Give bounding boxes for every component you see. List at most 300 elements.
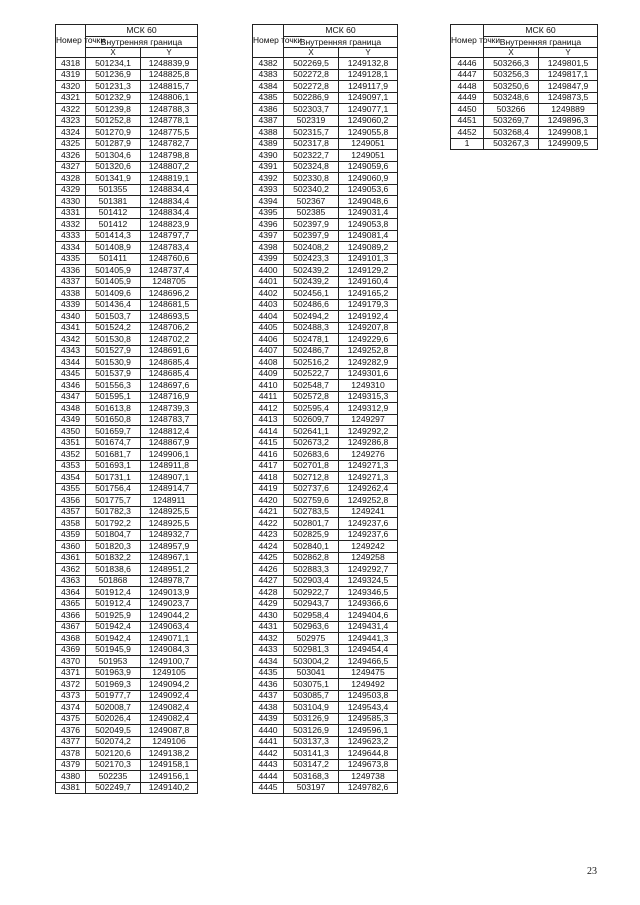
y-coordinate-cell: 1249156,1 [141, 771, 198, 783]
table-row [253, 529, 398, 541]
point-number-cell: 4373 [56, 690, 86, 702]
table-row [253, 748, 398, 760]
point-number-cell: 4419 [253, 483, 284, 495]
table-row [56, 357, 198, 369]
table-row [451, 127, 598, 139]
point-number-cell: 4368 [56, 633, 86, 645]
y-coordinate-cell: 1248925,5 [141, 506, 198, 518]
x-coordinate-cell: 502319 [284, 115, 339, 127]
point-number-header: Номер точки [253, 25, 284, 58]
x-coordinate-cell: 502759,6 [284, 495, 339, 507]
y-coordinate-cell: 1249847,9 [539, 81, 598, 93]
x-coordinate-cell: 501613,8 [86, 403, 141, 415]
y-coordinate-cell: 1249055,8 [339, 127, 398, 139]
point-number-cell: 4444 [253, 771, 284, 783]
y-column-header: Y [339, 48, 398, 58]
y-coordinate-cell: 1248681,5 [141, 299, 198, 311]
table-row [253, 104, 398, 116]
y-coordinate-cell: 1248907,1 [141, 472, 198, 484]
table-row [56, 173, 198, 185]
table-row [56, 644, 198, 656]
point-number-cell: 4413 [253, 414, 284, 426]
point-number-cell: 4414 [253, 426, 284, 438]
x-coordinate-cell: 501231,3 [86, 81, 141, 93]
x-coordinate-cell: 501414,3 [86, 230, 141, 242]
y-coordinate-cell: 1249475 [339, 667, 398, 679]
point-number-cell: 4445 [253, 782, 284, 794]
table-row [56, 334, 198, 346]
x-coordinate-cell: 501838,6 [86, 564, 141, 576]
y-coordinate-cell: 1249301,6 [339, 368, 398, 380]
y-coordinate-cell: 1249252,8 [339, 495, 398, 507]
point-number-cell: 4340 [56, 311, 86, 323]
y-coordinate-cell: 1249051 [339, 138, 398, 150]
table-row [56, 633, 198, 645]
point-number-cell: 4374 [56, 702, 86, 714]
table-row [253, 449, 398, 461]
x-coordinate-cell: 501775,7 [86, 495, 141, 507]
table-row [56, 759, 198, 771]
table-row [56, 184, 198, 196]
x-coordinate-cell: 502456,1 [284, 288, 339, 300]
point-number-cell: 4347 [56, 391, 86, 403]
y-coordinate-cell: 1249271,3 [339, 472, 398, 484]
x-coordinate-cell: 502737,6 [284, 483, 339, 495]
point-number-cell: 4358 [56, 518, 86, 530]
y-coordinate-cell: 1249031,4 [339, 207, 398, 219]
point-number-cell: 4318 [56, 58, 86, 70]
y-coordinate-cell: 1249089,2 [339, 242, 398, 254]
x-coordinate-cell: 502825,9 [284, 529, 339, 541]
y-coordinate-cell: 1249889 [539, 104, 598, 116]
point-number-cell: 4361 [56, 552, 86, 564]
x-coordinate-cell: 502595,4 [284, 403, 339, 415]
table-row [253, 357, 398, 369]
point-number-cell: 4440 [253, 725, 284, 737]
y-coordinate-cell: 1248702,2 [141, 334, 198, 346]
table-row [451, 115, 598, 127]
x-coordinate-cell: 502026,4 [86, 713, 141, 725]
point-number-cell: 4321 [56, 92, 86, 104]
y-coordinate-cell: 1248951,2 [141, 564, 198, 576]
x-coordinate-cell: 502943,7 [284, 598, 339, 610]
point-number-cell: 4376 [56, 725, 86, 737]
table-row [56, 552, 198, 564]
table-row [56, 736, 198, 748]
y-coordinate-cell: 1249252,8 [339, 345, 398, 357]
point-number-cell: 4418 [253, 472, 284, 484]
table-row [56, 253, 198, 265]
table-row [253, 253, 398, 265]
coordinate-table-1 [55, 24, 198, 794]
x-coordinate-cell: 502981,3 [284, 644, 339, 656]
table-row [253, 92, 398, 104]
y-coordinate-cell: 1249906,1 [141, 449, 198, 461]
point-number-cell: 4422 [253, 518, 284, 530]
table-row [56, 58, 198, 70]
point-number-cell: 4448 [451, 81, 484, 93]
x-coordinate-cell: 502683,6 [284, 449, 339, 461]
x-coordinate-cell: 501270,9 [86, 127, 141, 139]
point-number-cell: 4333 [56, 230, 86, 242]
y-column-header: Y [539, 48, 598, 58]
y-coordinate-cell: 1249094,2 [141, 679, 198, 691]
x-coordinate-cell: 501731,1 [86, 472, 141, 484]
y-coordinate-cell: 1249207,8 [339, 322, 398, 334]
y-coordinate-cell: 1249623,2 [339, 736, 398, 748]
y-coordinate-cell: 1249282,9 [339, 357, 398, 369]
y-coordinate-cell: 1248806,1 [141, 92, 198, 104]
x-coordinate-cell: 503168,3 [284, 771, 339, 783]
y-coordinate-cell: 1248685,4 [141, 368, 198, 380]
y-coordinate-cell: 1248798,8 [141, 150, 198, 162]
table-row [56, 656, 198, 668]
x-coordinate-cell: 503266,3 [484, 58, 539, 70]
table-row [253, 196, 398, 208]
x-coordinate-cell: 503256,3 [484, 69, 539, 81]
table-row [56, 265, 198, 277]
point-number-cell: 4409 [253, 368, 284, 380]
table-row [56, 725, 198, 737]
x-coordinate-cell: 501659,7 [86, 426, 141, 438]
x-coordinate-cell: 501942,4 [86, 633, 141, 645]
y-coordinate-cell: 1249165,2 [339, 288, 398, 300]
table-row [56, 575, 198, 587]
table-row [56, 104, 198, 116]
x-coordinate-cell: 501820,3 [86, 541, 141, 553]
y-coordinate-cell: 1249053,8 [339, 219, 398, 231]
table-row [56, 449, 198, 461]
x-coordinate-cell: 502397,9 [284, 219, 339, 231]
point-number-cell: 4342 [56, 334, 86, 346]
boundary-header: Внутренняя граница [484, 37, 598, 48]
table-row [56, 506, 198, 518]
y-coordinate-cell: 1249324,5 [339, 575, 398, 587]
point-number-cell: 4385 [253, 92, 284, 104]
y-coordinate-cell: 1249276 [339, 449, 398, 461]
y-coordinate-cell: 1249044,2 [141, 610, 198, 622]
table-row [253, 564, 398, 576]
table-row [56, 460, 198, 472]
page-number: 23 [587, 866, 597, 877]
table-row [253, 380, 398, 392]
table-row [253, 138, 398, 150]
table-row [253, 713, 398, 725]
point-number-cell: 4329 [56, 184, 86, 196]
y-coordinate-cell: 1249060,9 [339, 173, 398, 185]
point-number-cell: 4386 [253, 104, 284, 116]
x-coordinate-cell: 503141,3 [284, 748, 339, 760]
y-coordinate-cell: 1248825,8 [141, 69, 198, 81]
table-row [253, 506, 398, 518]
table-row [56, 69, 198, 81]
table-row [56, 472, 198, 484]
x-coordinate-cell: 502367 [284, 196, 339, 208]
table-row [253, 644, 398, 656]
x-coordinate-cell: 501595,1 [86, 391, 141, 403]
point-number-cell: 4390 [253, 150, 284, 162]
point-number-cell: 4343 [56, 345, 86, 357]
point-number-cell: 4427 [253, 575, 284, 587]
y-coordinate-cell: 1249782,6 [339, 782, 398, 794]
x-coordinate-cell: 501674,7 [86, 437, 141, 449]
y-coordinate-cell: 1248957,9 [141, 541, 198, 553]
y-coordinate-cell: 1248705 [141, 276, 198, 288]
table-row [56, 92, 198, 104]
point-number-cell: 4327 [56, 161, 86, 173]
table-row [451, 138, 598, 150]
point-number-cell: 4412 [253, 403, 284, 415]
x-coordinate-cell: 502641,1 [284, 426, 339, 438]
x-coordinate-cell: 503085,7 [284, 690, 339, 702]
point-number-cell: 4403 [253, 299, 284, 311]
coordinate-system-header: МСК 60 [284, 25, 398, 37]
point-number-cell: 4378 [56, 748, 86, 760]
point-number-cell: 4380 [56, 771, 86, 783]
x-coordinate-cell: 502840,1 [284, 541, 339, 553]
x-coordinate-cell: 502783,5 [284, 506, 339, 518]
y-coordinate-cell: 1249117,9 [339, 81, 398, 93]
x-coordinate-cell: 502317,8 [284, 138, 339, 150]
point-number-cell: 4416 [253, 449, 284, 461]
y-coordinate-cell: 1249053,6 [339, 184, 398, 196]
point-number-cell: 4330 [56, 196, 86, 208]
x-coordinate-cell: 501969,3 [86, 679, 141, 691]
y-coordinate-cell: 1248697,6 [141, 380, 198, 392]
table-row [56, 679, 198, 691]
point-number-cell: 4428 [253, 587, 284, 599]
point-number-cell: 4369 [56, 644, 86, 656]
table-row [56, 541, 198, 553]
point-number-cell: 4437 [253, 690, 284, 702]
point-number-cell: 4439 [253, 713, 284, 725]
x-coordinate-cell: 501912,4 [86, 587, 141, 599]
x-coordinate-cell: 503248,6 [484, 92, 539, 104]
x-coordinate-cell: 503137,3 [284, 736, 339, 748]
x-coordinate-cell: 502975 [284, 633, 339, 645]
y-coordinate-cell: 1249431,4 [339, 621, 398, 633]
y-coordinate-cell: 1248797,7 [141, 230, 198, 242]
point-number-cell: 4398 [253, 242, 284, 254]
point-number-cell: 4370 [56, 656, 86, 668]
point-number-cell: 4331 [56, 207, 86, 219]
y-coordinate-cell: 1249801,5 [539, 58, 598, 70]
point-number-cell: 4375 [56, 713, 86, 725]
y-coordinate-cell: 1249543,4 [339, 702, 398, 714]
y-coordinate-cell: 1248834,4 [141, 184, 198, 196]
y-coordinate-cell: 1249051 [339, 150, 398, 162]
table-row [56, 380, 198, 392]
table-row [56, 403, 198, 415]
table-row [253, 621, 398, 633]
table-row [253, 518, 398, 530]
table-row [253, 575, 398, 587]
x-coordinate-cell: 501530,9 [86, 357, 141, 369]
x-coordinate-cell: 501537,9 [86, 368, 141, 380]
x-coordinate-cell: 502322,7 [284, 150, 339, 162]
x-coordinate-cell: 503250,6 [484, 81, 539, 93]
x-coordinate-cell: 502315,7 [284, 127, 339, 139]
y-coordinate-cell: 1249315,3 [339, 391, 398, 403]
y-coordinate-cell: 1248691,6 [141, 345, 198, 357]
y-coordinate-cell: 1248783,7 [141, 414, 198, 426]
point-number-cell: 4395 [253, 207, 284, 219]
point-number-cell: 4353 [56, 460, 86, 472]
point-number-cell: 4383 [253, 69, 284, 81]
y-coordinate-cell: 1248978,7 [141, 575, 198, 587]
x-coordinate-cell: 501650,8 [86, 414, 141, 426]
x-coordinate-cell: 501304,6 [86, 150, 141, 162]
x-coordinate-cell: 502488,3 [284, 322, 339, 334]
table-row [56, 713, 198, 725]
x-coordinate-cell: 502340,2 [284, 184, 339, 196]
y-coordinate-cell: 1249082,4 [141, 713, 198, 725]
x-column-header: X [284, 48, 339, 58]
point-number-cell: 4326 [56, 150, 86, 162]
table-row [253, 150, 398, 162]
table-row [253, 472, 398, 484]
table-row [56, 345, 198, 357]
y-coordinate-cell: 1249896,3 [539, 115, 598, 127]
y-coordinate-cell: 1249644,8 [339, 748, 398, 760]
table-row [56, 414, 198, 426]
table-row [56, 437, 198, 449]
table-row [253, 230, 398, 242]
y-coordinate-cell: 1249229,6 [339, 334, 398, 346]
y-coordinate-cell: 1249466,5 [339, 656, 398, 668]
x-coordinate-cell: 502673,2 [284, 437, 339, 449]
table-row [253, 736, 398, 748]
y-coordinate-cell: 1248819,1 [141, 173, 198, 185]
table-row [56, 299, 198, 311]
x-coordinate-cell: 501436,4 [86, 299, 141, 311]
table-row [451, 104, 598, 116]
table-row [451, 69, 598, 81]
x-coordinate-cell: 501412 [86, 219, 141, 231]
y-coordinate-cell: 1249237,6 [339, 518, 398, 530]
x-coordinate-cell: 503004,2 [284, 656, 339, 668]
x-coordinate-cell: 502516,2 [284, 357, 339, 369]
point-number-cell: 4363 [56, 575, 86, 587]
point-number-cell: 4335 [56, 253, 86, 265]
point-number-cell: 4339 [56, 299, 86, 311]
x-coordinate-cell: 501782,3 [86, 506, 141, 518]
y-coordinate-cell: 1249673,8 [339, 759, 398, 771]
table-row [253, 115, 398, 127]
table-row [253, 127, 398, 139]
y-coordinate-cell: 1248823,9 [141, 219, 198, 231]
x-coordinate-cell: 501341,9 [86, 173, 141, 185]
table-row [56, 368, 198, 380]
x-coordinate-cell: 503147,2 [284, 759, 339, 771]
table-row [253, 587, 398, 599]
x-coordinate-cell: 501234,1 [86, 58, 141, 70]
table-row [253, 276, 398, 288]
x-coordinate-cell: 501681,7 [86, 449, 141, 461]
point-number-cell: 4334 [56, 242, 86, 254]
point-number-cell: 4389 [253, 138, 284, 150]
table-row [253, 598, 398, 610]
table-row [253, 552, 398, 564]
y-coordinate-cell: 1248914,7 [141, 483, 198, 495]
y-coordinate-cell: 1249492 [339, 679, 398, 691]
point-number-cell: 4387 [253, 115, 284, 127]
y-coordinate-cell: 1249404,6 [339, 610, 398, 622]
table-row [253, 334, 398, 346]
y-coordinate-cell: 1248911 [141, 495, 198, 507]
table-row [451, 58, 598, 70]
y-coordinate-cell: 1249048,6 [339, 196, 398, 208]
x-coordinate-cell: 503269,7 [484, 115, 539, 127]
y-coordinate-cell: 1249366,6 [339, 598, 398, 610]
x-column-header: X [484, 48, 539, 58]
table-row [56, 150, 198, 162]
point-number-cell: 4400 [253, 265, 284, 277]
y-coordinate-cell: 1249138,2 [141, 748, 198, 760]
table-row [253, 782, 398, 794]
point-number-cell: 4399 [253, 253, 284, 265]
x-coordinate-cell: 501503,7 [86, 311, 141, 323]
x-coordinate-cell: 502170,3 [86, 759, 141, 771]
x-coordinate-cell: 502963,6 [284, 621, 339, 633]
x-coordinate-cell: 502712,8 [284, 472, 339, 484]
x-coordinate-cell: 502439,2 [284, 265, 339, 277]
point-number-cell: 4421 [253, 506, 284, 518]
x-coordinate-cell: 502408,2 [284, 242, 339, 254]
x-coordinate-cell: 503075,1 [284, 679, 339, 691]
table-row [451, 81, 598, 93]
point-number-cell: 4431 [253, 621, 284, 633]
y-coordinate-cell: 1249092,4 [141, 690, 198, 702]
y-coordinate-cell: 1249084,3 [141, 644, 198, 656]
x-coordinate-cell: 501381 [86, 196, 141, 208]
point-number-cell: 4322 [56, 104, 86, 116]
table-row [56, 207, 198, 219]
table-row [253, 633, 398, 645]
point-number-cell: 4436 [253, 679, 284, 691]
x-coordinate-cell: 501524,2 [86, 322, 141, 334]
y-coordinate-cell: 1248812,4 [141, 426, 198, 438]
y-coordinate-cell: 1248807,2 [141, 161, 198, 173]
y-coordinate-cell: 1249873,5 [539, 92, 598, 104]
point-number-cell: 4362 [56, 564, 86, 576]
point-number-cell: 4323 [56, 115, 86, 127]
table-row [56, 690, 198, 702]
y-coordinate-cell: 1249100,7 [141, 656, 198, 668]
point-number-cell: 4350 [56, 426, 86, 438]
y-coordinate-cell: 1248783,4 [141, 242, 198, 254]
x-coordinate-cell: 501530,8 [86, 334, 141, 346]
table-row [56, 242, 198, 254]
y-coordinate-cell: 1249081,4 [339, 230, 398, 242]
y-coordinate-cell: 1249082,4 [141, 702, 198, 714]
point-number-cell: 4434 [253, 656, 284, 668]
point-number-cell: 4402 [253, 288, 284, 300]
point-number-cell: 4429 [253, 598, 284, 610]
point-number-cell: 4367 [56, 621, 86, 633]
y-coordinate-cell: 1249023,7 [141, 598, 198, 610]
x-coordinate-cell: 502049,5 [86, 725, 141, 737]
coordinate-system-header: МСК 60 [484, 25, 598, 37]
x-coordinate-cell: 502522,7 [284, 368, 339, 380]
y-coordinate-cell: 1248760,6 [141, 253, 198, 265]
x-coordinate-cell: 501804,7 [86, 529, 141, 541]
point-number-cell: 4411 [253, 391, 284, 403]
table-row [253, 58, 398, 70]
table-row [56, 219, 198, 231]
coordinate-table-2 [252, 24, 398, 794]
point-number-cell: 4382 [253, 58, 284, 70]
